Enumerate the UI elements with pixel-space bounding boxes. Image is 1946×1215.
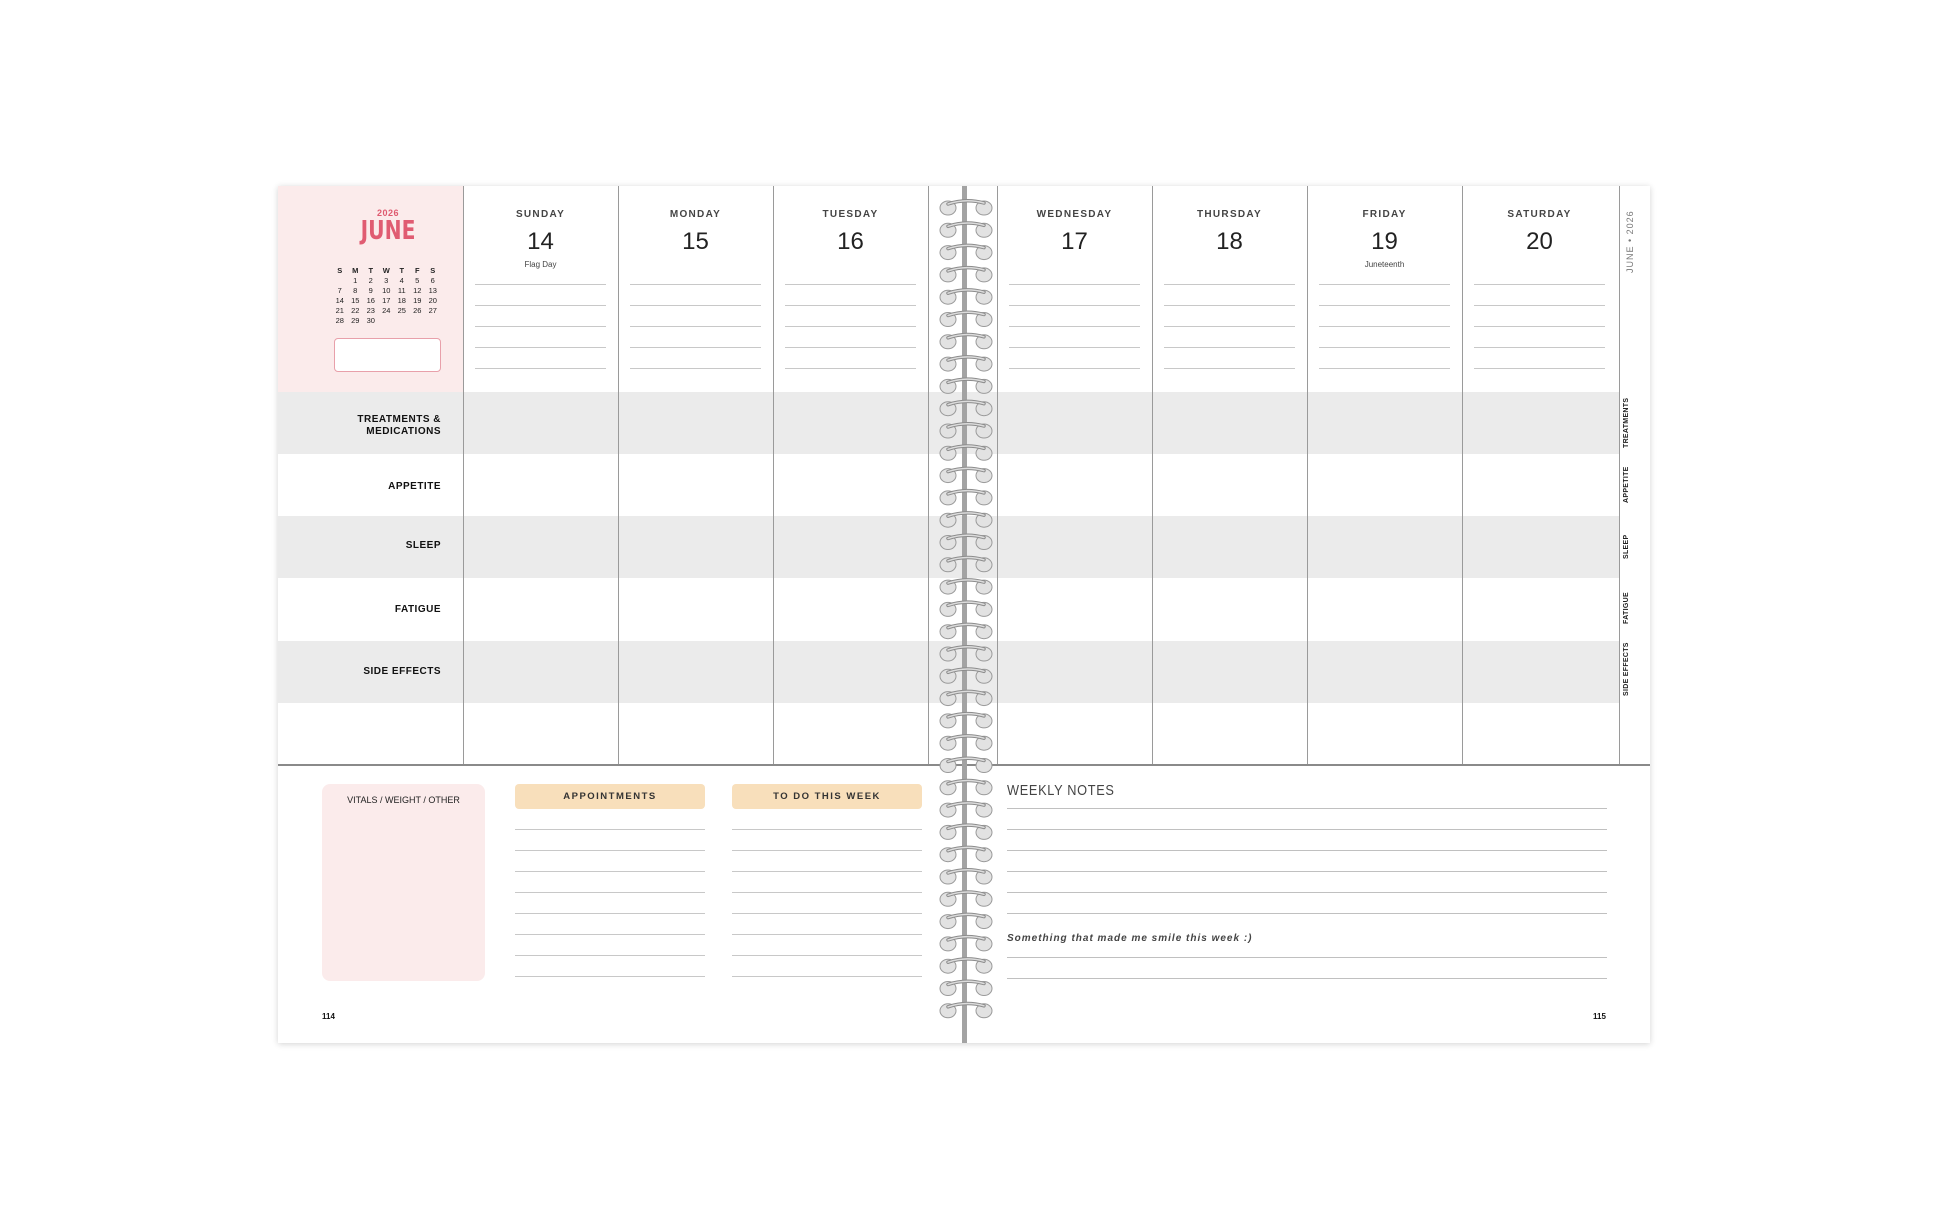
calendar-day: 21	[335, 306, 344, 315]
month-name: JUNE	[360, 216, 416, 246]
calendar-day: 2	[368, 276, 373, 285]
calendar-day: 23	[366, 306, 375, 315]
mini-calendar	[332, 266, 441, 326]
month-write-box[interactable]	[334, 338, 441, 372]
day-number: 17	[1061, 228, 1088, 255]
row-label-line: TREATMENTS &	[357, 414, 441, 425]
calendar-day: 18	[397, 296, 406, 305]
calendar-day: 20	[428, 296, 437, 305]
row-label-sleep: SLEEP	[405, 540, 441, 551]
calendar-day: 13	[428, 286, 437, 295]
calendar-day: 24	[382, 306, 391, 315]
column-divider	[928, 186, 929, 764]
calendar-day: 12	[413, 286, 422, 295]
side-tab-appetite: APPETITE	[1623, 466, 1630, 503]
day-number: 20	[1526, 228, 1553, 255]
weekday-initial: F	[414, 266, 420, 275]
smile-lines[interactable]	[1007, 957, 1607, 999]
todo-title: TO DO THIS WEEK	[732, 784, 922, 809]
month-year: 2026	[376, 208, 400, 218]
calendar-day: 27	[428, 306, 437, 315]
day-write-lines[interactable]	[1319, 284, 1450, 389]
side-tab-fatigue: FATIGUE	[1623, 592, 1630, 624]
calendar-day: 1	[353, 276, 358, 285]
calendar-day: 15	[351, 296, 360, 305]
spiral-binding-icon	[936, 196, 996, 1026]
calendar-day: 25	[397, 306, 406, 315]
day-write-lines[interactable]	[475, 284, 606, 389]
holiday-label: Juneteenth	[1364, 260, 1405, 269]
calendar-day: 29	[351, 316, 360, 325]
column-divider	[1619, 186, 1620, 764]
calendar-day: 11	[397, 286, 406, 295]
day-name: TUESDAY	[822, 209, 879, 220]
day-number: 16	[837, 228, 864, 255]
appointments-list[interactable]	[515, 784, 705, 977]
calendar-day: 30	[366, 316, 375, 325]
weekly-notes-lines[interactable]	[1007, 808, 1607, 934]
calendar-day	[379, 316, 395, 326]
todo-list[interactable]	[732, 784, 922, 977]
month-panel	[278, 186, 463, 392]
page-number-left: 114	[322, 1012, 335, 1021]
day-name: SATURDAY	[1507, 209, 1572, 220]
row-label-treatments	[278, 414, 441, 438]
weekday-initial: S	[430, 266, 436, 275]
day-number: 19	[1371, 228, 1398, 255]
calendar-day	[410, 316, 426, 326]
day-name: SUNDAY	[515, 209, 566, 220]
row-label-line: MEDICATIONS	[366, 426, 441, 437]
weekday-initial: S	[337, 266, 343, 275]
planner-spread	[278, 186, 1650, 1043]
side-tab-side-effects: SIDE EFFECTS	[1623, 642, 1630, 696]
calendar-day	[394, 316, 410, 326]
day-write-lines[interactable]	[1164, 284, 1295, 389]
column-divider	[773, 186, 774, 764]
day-number: 15	[682, 228, 709, 255]
weekday-initial: T	[399, 266, 405, 275]
holiday-label: Flag Day	[524, 260, 557, 269]
calendar-day: 10	[382, 286, 391, 295]
column-divider	[1307, 186, 1308, 764]
column-divider	[1152, 186, 1153, 764]
smile-prompt: Something that made me smile this week :)	[1007, 933, 1253, 944]
calendar-day: 17	[382, 296, 391, 305]
calendar-day: 26	[413, 306, 422, 315]
day-name: MONDAY	[669, 209, 722, 220]
calendar-day: 19	[413, 296, 422, 305]
weekday-initial: W	[382, 266, 390, 275]
calendar-day: 5	[415, 276, 420, 285]
day-name: FRIDAY	[1362, 209, 1407, 220]
day-number: 18	[1216, 228, 1243, 255]
row-label-fatigue: FATIGUE	[394, 604, 441, 615]
calendar-day	[332, 276, 348, 286]
row-label-appetite: APPETITE	[388, 481, 441, 492]
day-number: 14	[527, 228, 554, 255]
vitals-box[interactable]	[322, 784, 485, 981]
side-tab-sleep: SLEEP	[1623, 534, 1630, 559]
column-divider	[1462, 186, 1463, 764]
column-divider	[618, 186, 619, 764]
calendar-day: 3	[384, 276, 389, 285]
calendar-day: 14	[335, 296, 344, 305]
calendar-day: 7	[337, 286, 342, 295]
day-name: WEDNESDAY	[1036, 209, 1113, 220]
appointments-title: APPOINTMENTS	[515, 784, 705, 809]
calendar-day: 6	[430, 276, 435, 285]
calendar-day: 9	[368, 286, 373, 295]
day-name: THURSDAY	[1196, 209, 1263, 220]
calendar-day: 4	[399, 276, 404, 285]
calendar-day: 22	[351, 306, 360, 315]
calendar-day: 16	[366, 296, 375, 305]
vitals-title: VITALS / WEIGHT / OTHER	[347, 795, 460, 805]
weekly-notes-title: WEEKLY NOTES	[1007, 782, 1115, 799]
day-write-lines[interactable]	[1009, 284, 1140, 389]
column-divider	[463, 186, 464, 764]
calendar-day	[425, 316, 441, 326]
day-write-lines[interactable]	[785, 284, 916, 389]
day-write-lines[interactable]	[630, 284, 761, 389]
side-month-year: JUNE • 2026	[1625, 210, 1635, 273]
calendar-day: 28	[335, 316, 344, 325]
row-label-side-effects: SIDE EFFECTS	[363, 666, 441, 677]
page-number-right: 115	[1593, 1012, 1606, 1021]
weekday-initial: T	[368, 266, 374, 275]
calendar-day: 8	[353, 286, 358, 295]
weekday-initial: M	[352, 266, 359, 275]
day-write-lines[interactable]	[1474, 284, 1605, 389]
column-divider	[997, 186, 998, 764]
side-tab-treatments: TREATMENTS	[1623, 397, 1630, 448]
